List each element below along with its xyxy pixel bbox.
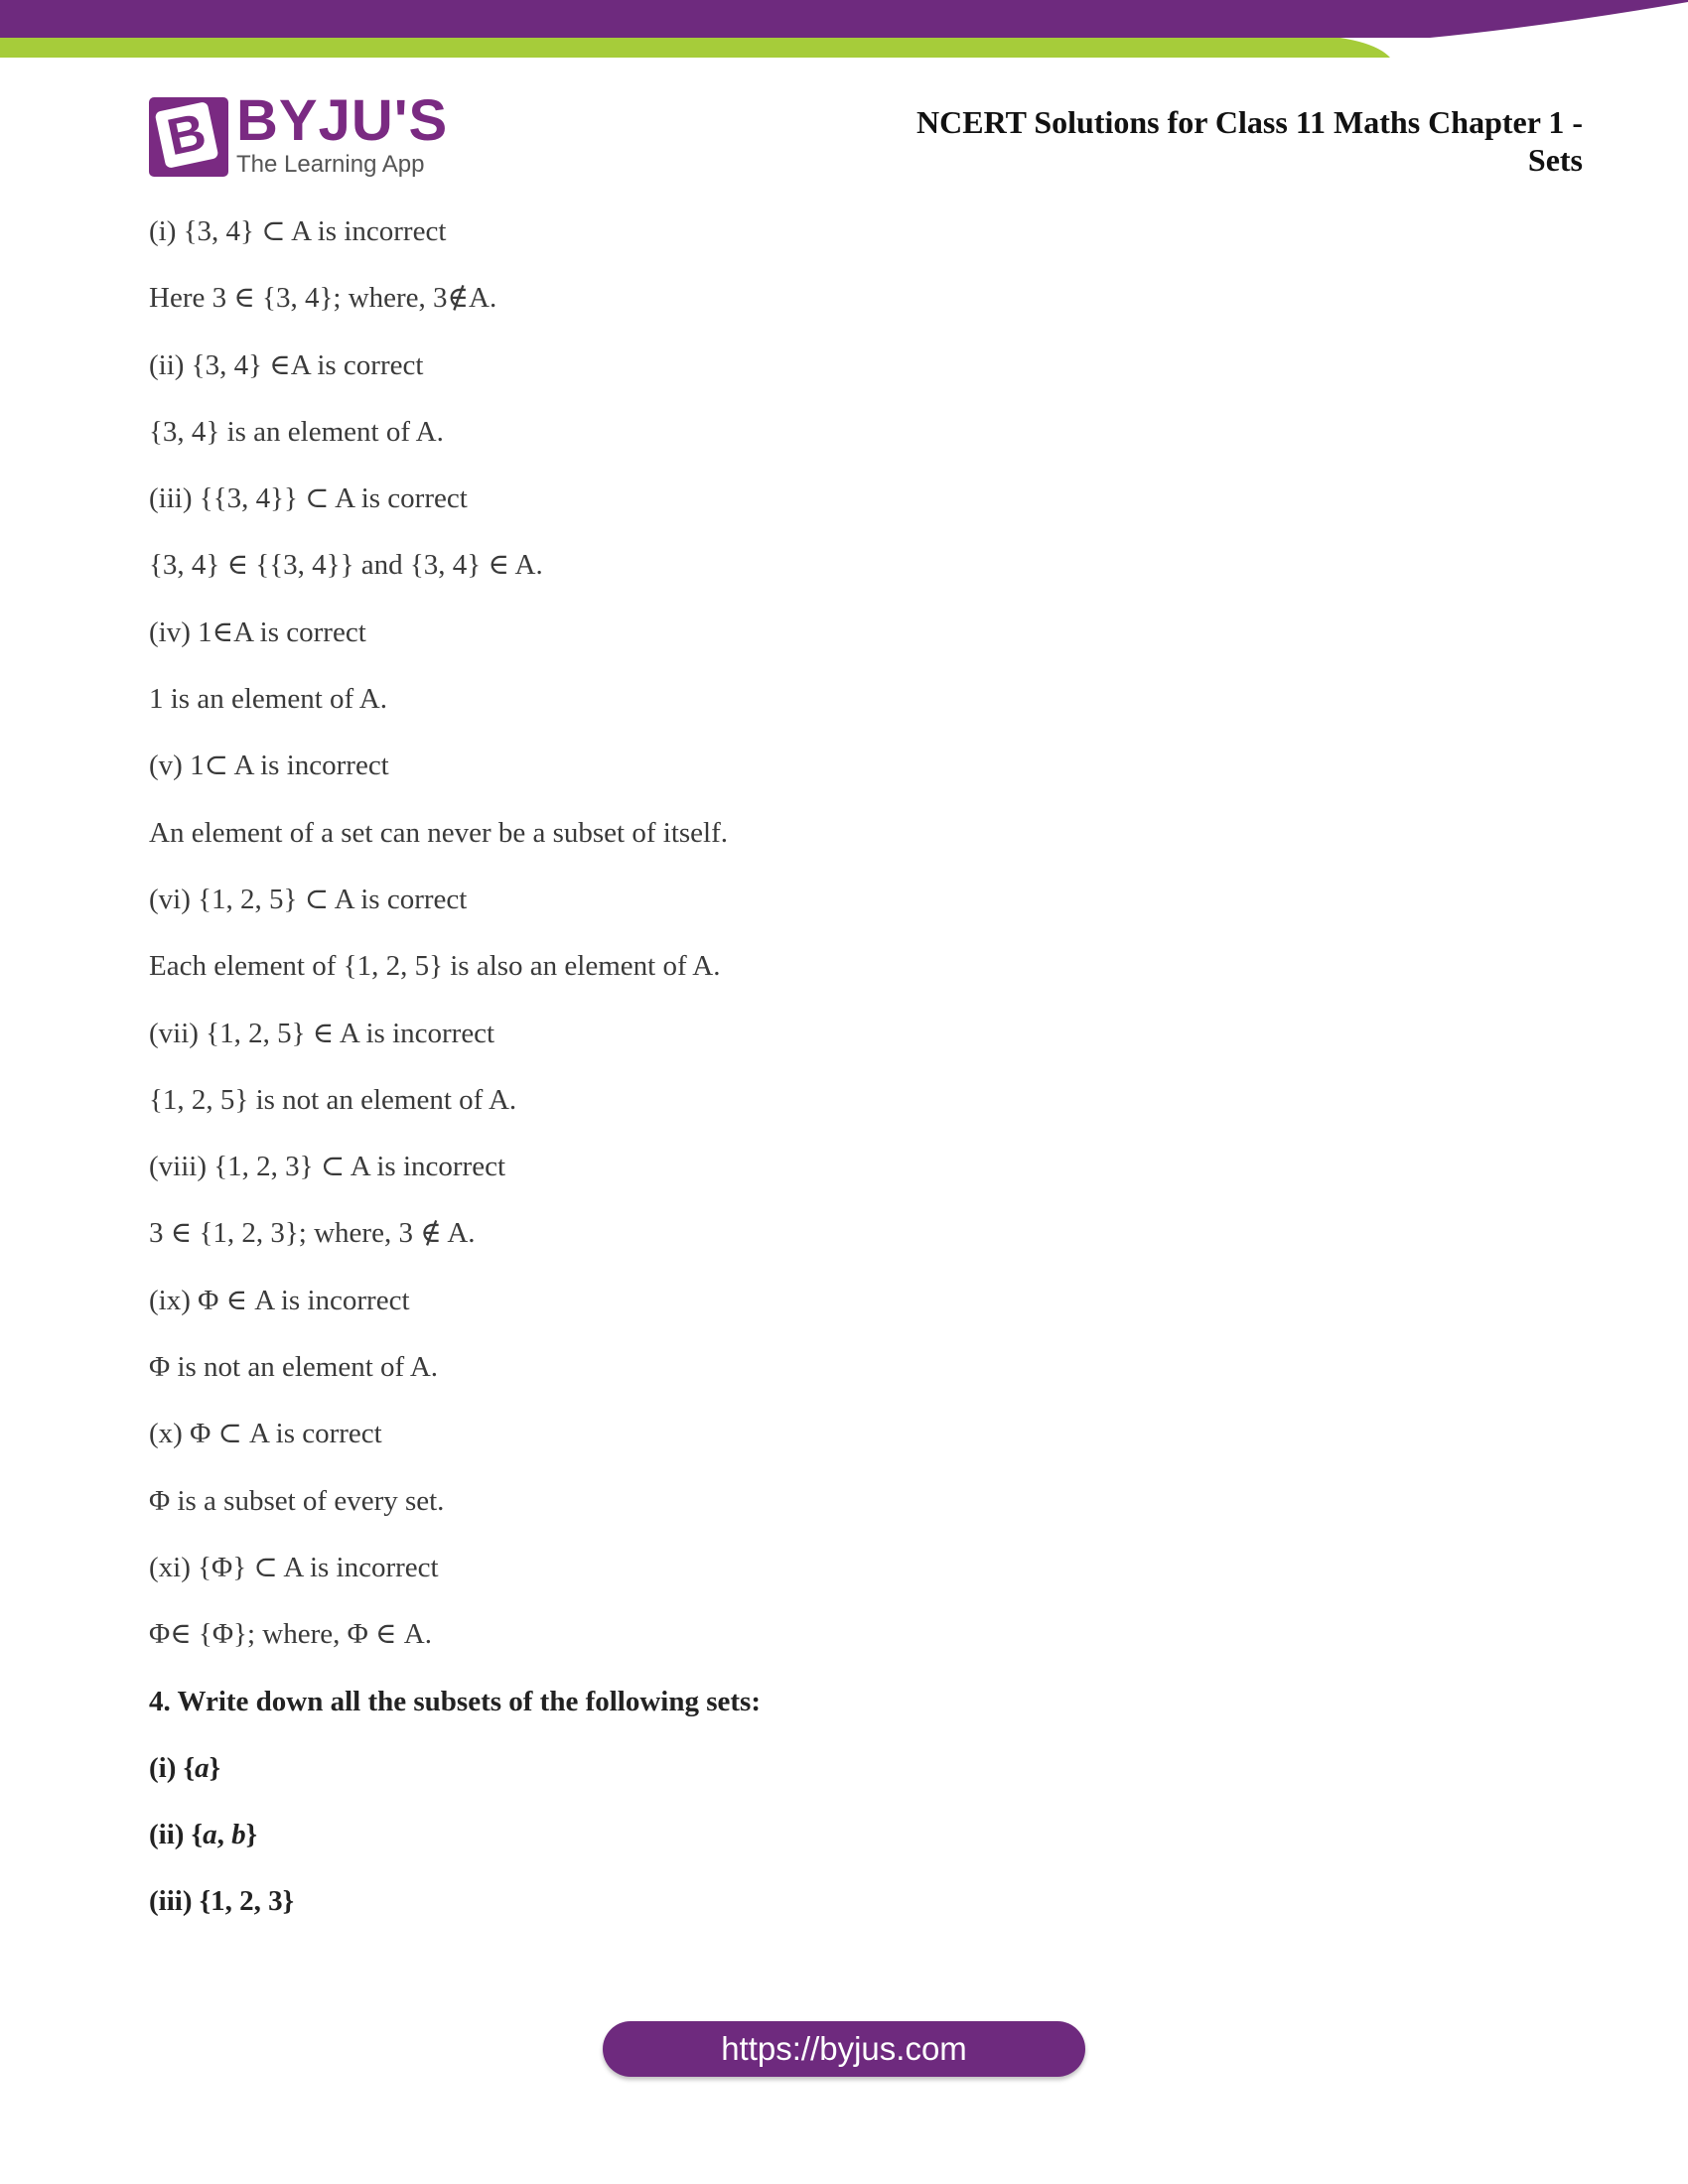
part-1-label: (i) {: [149, 1751, 196, 1784]
logo-brand-name: BYJU'S: [236, 88, 449, 153]
top-decorative-band: [0, 0, 1688, 62]
answer-line: Φ∈ {Φ}; where, Φ ∈ A.: [149, 1618, 432, 1651]
question-part-2: [149, 1812, 1539, 1878]
answer-line: 1 is an element of A.: [149, 683, 388, 716]
answer-line: (x) Φ ⊂ A is correct: [149, 1418, 382, 1450]
question-part-1: [149, 1745, 1539, 1812]
part-2-variable-a: a: [203, 1819, 217, 1851]
answer-line: (vi) {1, 2, 5} ⊂ A is correct: [149, 883, 468, 915]
answer-line: {3, 4} is an element of A.: [149, 415, 444, 448]
answer-line: (viii) {1, 2, 3} ⊂ A is incorrect: [149, 1151, 506, 1183]
part-1-variable: a: [195, 1751, 210, 1784]
footer-url-link[interactable]: https://byjus.com: [603, 2021, 1085, 2077]
answer-line: An element of a set can never be a subset of itself.: [149, 816, 729, 849]
answer-line: Here 3 ∈ {3, 4}; where, 3∉A.: [149, 282, 497, 315]
document-body: [149, 208, 1539, 1946]
part-2-variable-b: b: [231, 1819, 246, 1851]
answer-line: (iii) {{3, 4}} ⊂ A is correct: [149, 482, 468, 515]
logo-letter: B: [155, 101, 219, 169]
part-2-separator: ,: [216, 1819, 232, 1851]
answer-line: (v) 1⊂ A is incorrect: [149, 750, 389, 782]
byjus-logo: [149, 88, 449, 179]
answer-line: Each element of {1, 2, 5} is also an element of A.: [149, 950, 721, 983]
answer-line: {3, 4} ∈ {{3, 4}} and {3, 4} ∈ A.: [149, 549, 543, 582]
answer-line: (xi) {Φ} ⊂ A is incorrect: [149, 1551, 439, 1583]
page-title-line-1: NCERT Solutions for Class 11 Maths Chapter 1 -: [916, 104, 1583, 140]
answer-line: 3 ∈ {1, 2, 3}; where, 3 ∉ A.: [149, 1217, 476, 1250]
answer-line: (ii) {3, 4} ∈A is correct: [149, 348, 424, 381]
logo-tagline: The Learning App: [236, 151, 425, 178]
answer-line: (ix) Φ ∈ A is incorrect: [149, 1284, 410, 1316]
question-title: 4. Write down all the subsets of the following sets:: [149, 1685, 761, 1717]
page-title: [828, 103, 1583, 179]
part-2-label: (ii) {: [149, 1819, 204, 1851]
answer-line: (vii) {1, 2, 5} ∈ A is incorrect: [149, 1017, 495, 1049]
answer-line: Φ is not an element of A.: [149, 1351, 439, 1384]
answer-line: (i) {3, 4} ⊂ A is incorrect: [149, 215, 447, 247]
page-title-line-2: Sets: [1527, 142, 1583, 178]
part-1-end: }: [209, 1751, 220, 1784]
answer-line: {1, 2, 5} is not an element of A.: [149, 1083, 517, 1116]
answer-line: (iv) 1∈A is correct: [149, 615, 366, 648]
answer-line: Φ is a subset of every set.: [149, 1484, 445, 1517]
part-2-end: }: [245, 1819, 258, 1851]
logo-icon: [149, 97, 228, 177]
question-part-3: (iii) {1, 2, 3}: [149, 1885, 295, 1918]
